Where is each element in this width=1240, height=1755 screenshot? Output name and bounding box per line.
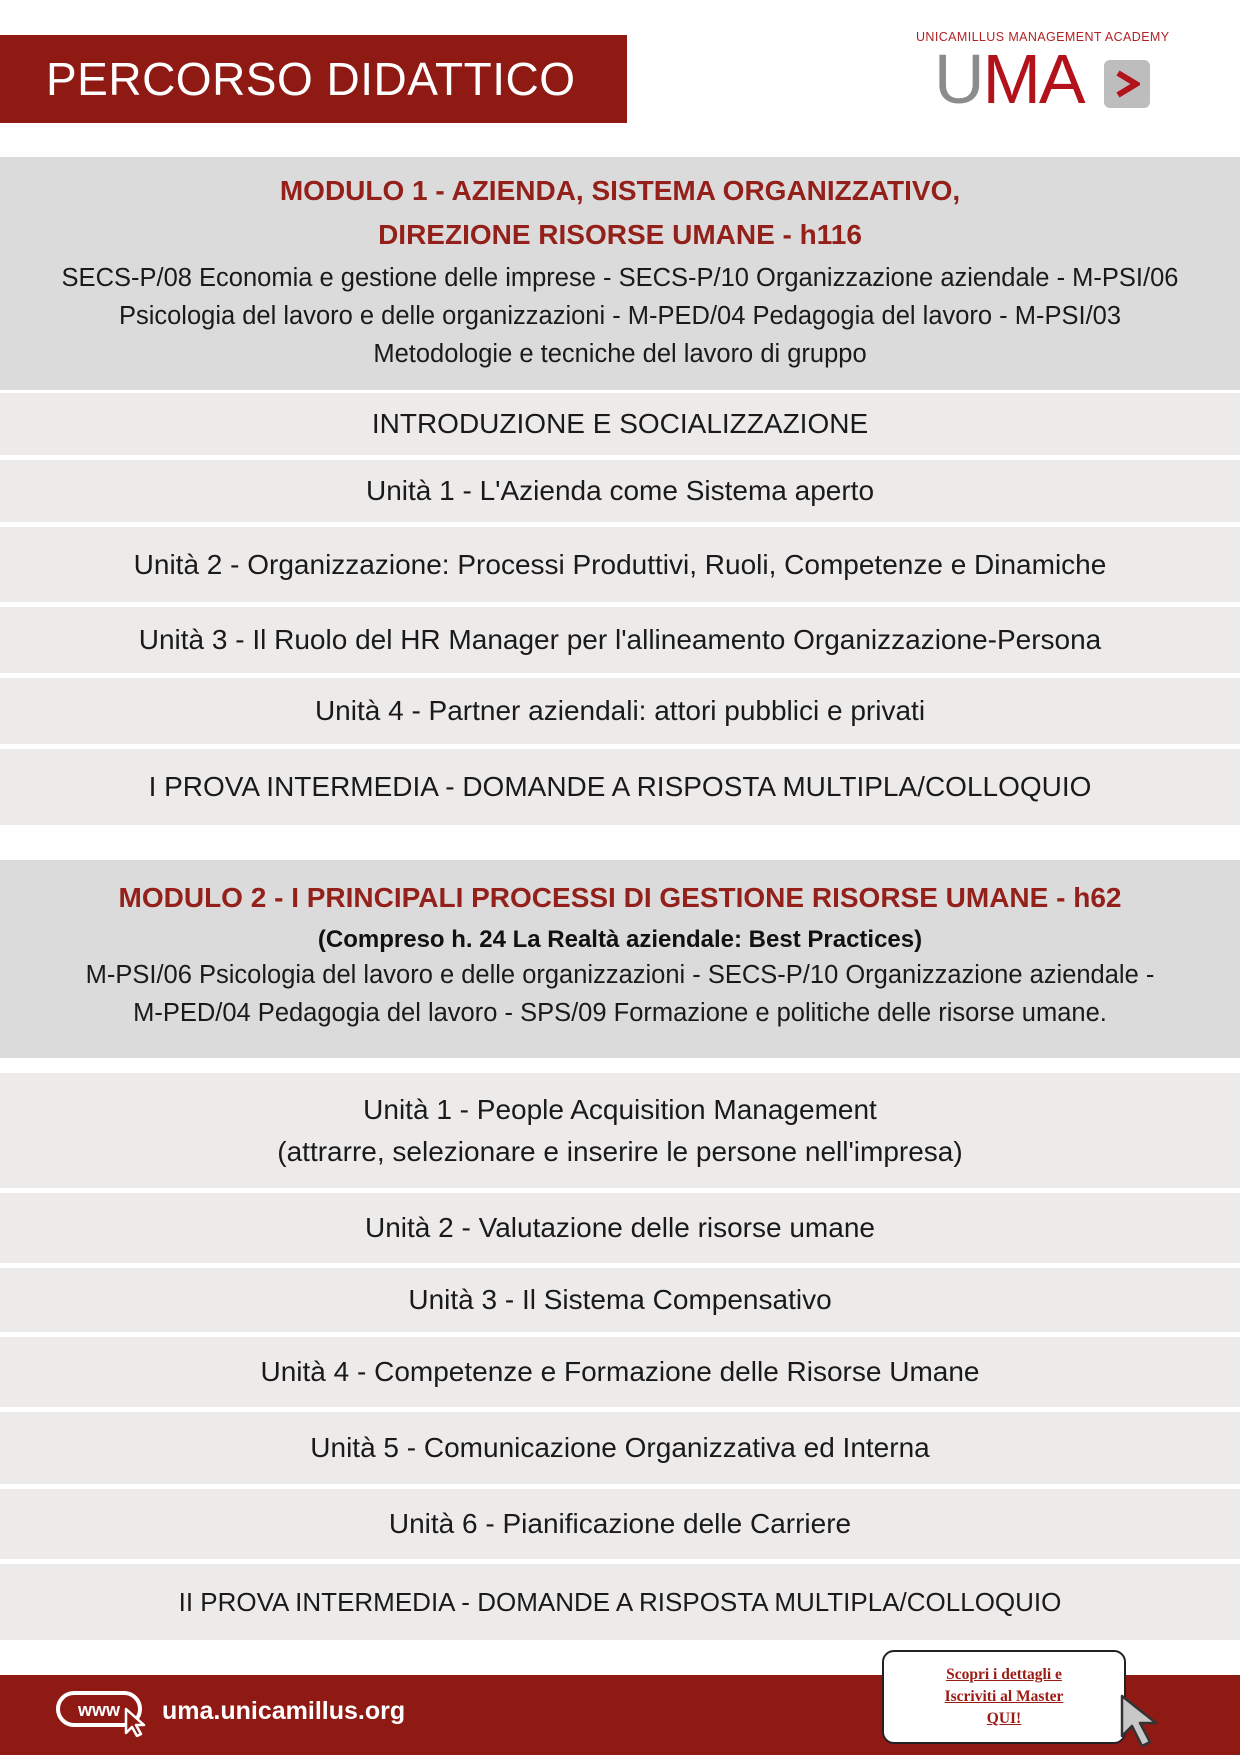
cta-line-2[interactable]: Iscriviti al Master — [944, 1688, 1064, 1705]
row-label: Unità 6 - Pianificazione delle Carriere — [388, 1508, 852, 1539]
cta-line-1[interactable]: Scopri i dettagli e — [946, 1666, 1062, 1683]
www-cursor-icon[interactable] — [56, 1687, 152, 1742]
row-label: II PROVA INTERMEDIA - DOMANDE A RISPOSTA MULTIPLA/COLLOQUIO — [178, 1587, 1062, 1617]
row-label: Unità 2 - Organizzazione: Processi Produttivi, Ruoli, Competenze e Dinamiche — [133, 548, 1107, 580]
module-2-row-unit-3 — [0, 1268, 1240, 1332]
logo-academy-text: UNICAMILLUS MANAGEMENT ACADEMY — [916, 30, 1170, 44]
module-1-row-unit-4 — [0, 678, 1240, 744]
website-link[interactable]: uma.unicamillus.org — [162, 1697, 406, 1725]
module-2-subtitle: (Compreso h. 24 La Realtà aziendale: Best Practices) — [317, 926, 923, 953]
row-label: INTRODUZIONE E SOCIALIZZAZIONE — [371, 408, 869, 439]
cursor-pointer-icon — [1118, 1692, 1172, 1755]
page-title: PERCORSO DIDATTICO — [46, 53, 576, 105]
module-1-desc-line-2: Psicologia del lavoro e delle organizzazioni - M-PED/04 Pedagogia del lavoro - M-PSI/03 — [118, 302, 1122, 330]
module-2-row-unit-4 — [0, 1337, 1240, 1407]
uma-logo — [916, 30, 1170, 118]
logo-wordmark — [934, 40, 1084, 118]
row-label: Unità 3 - Il Ruolo del HR Manager per l'allineamento Organizzazione-Persona — [138, 624, 1102, 655]
row-label: Unità 4 - Competenze e Formazione delle Risorse Umane — [260, 1356, 980, 1387]
module-2-row-exam — [0, 1564, 1240, 1640]
module-2-desc-line-2: M-PED/04 Pedagogia del lavoro - SPS/09 Formazione e politiche delle risorse umane. — [133, 999, 1107, 1027]
row-label: Unità 5 - Comunicazione Organizzativa ed Interna — [310, 1432, 930, 1463]
module-1-row-unit-2 — [0, 527, 1240, 602]
module-2-row-unit-6 — [0, 1489, 1240, 1559]
module-1-title-line-2: DIREZIONE RISORSE UMANE - h116 — [378, 219, 862, 250]
www-icon-text: www — [77, 1700, 121, 1720]
page-title-banner — [0, 35, 627, 123]
module-2-desc-line-1: M-PSI/06 Psicologia del lavoro e delle organizzazioni - SECS-P/10 Organizzazione aziendale - — [85, 961, 1155, 989]
module-1-header — [0, 157, 1240, 390]
cta-line-3[interactable]: QUI! — [986, 1710, 1022, 1727]
module-1-row-unit-3 — [0, 607, 1240, 673]
logo-letter-u: U — [934, 40, 983, 118]
module-1-row-exam — [0, 749, 1240, 825]
cta-enroll-button[interactable] — [882, 1650, 1126, 1744]
module-1-desc-line-3: Metodologie e tecniche del lavoro di gruppo — [373, 340, 867, 368]
row-label-line-2: (attrarre, selezionare e inserire le persone nell'impresa) — [277, 1135, 963, 1167]
row-label: I PROVA INTERMEDIA - DOMANDE A RISPOSTA MULTIPLA/COLLOQUIO — [148, 771, 1092, 802]
module-2-row-unit-1 — [0, 1073, 1240, 1188]
chevron-right-icon — [1104, 60, 1150, 108]
logo-letters-ma: MA — [982, 40, 1084, 118]
module-2-header — [0, 860, 1240, 1058]
row-label-line-1: Unità 1 - People Acquisition Management — [363, 1093, 877, 1125]
row-label: Unità 4 - Partner aziendali: attori pubblici e privati — [314, 695, 926, 726]
module-1-desc-line-1: SECS-P/08 Economia e gestione delle imprese - SECS-P/10 Organizzazione aziendale - M-PSI/06 — [61, 264, 1179, 292]
module-2-title: MODULO 2 - I PRINCIPALI PROCESSI DI GESTIONE RISORSE UMANE - h62 — [118, 882, 1122, 913]
module-1-title-line-1: MODULO 1 - AZIENDA, SISTEMA ORGANIZZATIVO, — [279, 175, 961, 206]
row-label: Unità 3 - Il Sistema Compensativo — [408, 1284, 832, 1315]
row-label: Unità 1 - L'Azienda come Sistema aperto — [365, 475, 875, 506]
row-label: Unità 2 - Valutazione delle risorse umane — [365, 1212, 875, 1243]
module-1-row-unit-1 — [0, 460, 1240, 522]
module-2-row-unit-5 — [0, 1412, 1240, 1484]
module-2-row-unit-2 — [0, 1193, 1240, 1263]
module-1-row-intro — [0, 393, 1240, 455]
